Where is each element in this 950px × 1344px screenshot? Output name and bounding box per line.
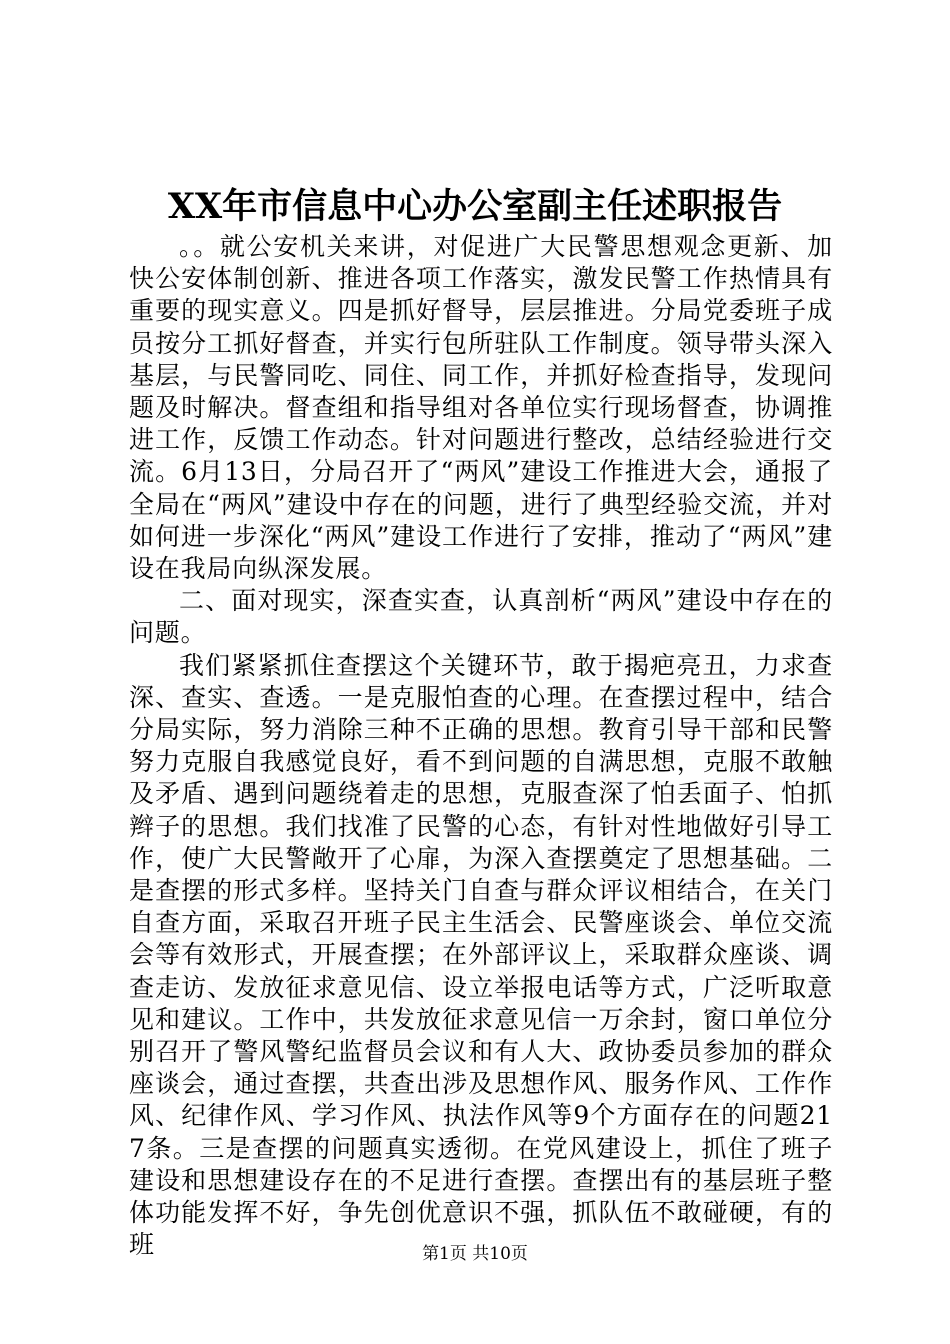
body-paragraph: 我们紧紧抓住查摆这个关键环节，敢于揭疤亮丑，力求查深、查实、查透。一是克服怕查的心理。在查摆过程中，结合分局实际，努力消除三种不正确的思想。教育引导干部和民警努力克服自我感觉良好，看不到问题的自满思想，克服不敢触及矛盾、遇到问题绕着走的思想，克服查深了怕丢面子、怕抓辫子的思想。我们找准了民警的心态，有针对性地做好引导工作，使广大民警敞开了心扉，为深入查摆奠定了思想基础。二是查摆的形式多样。坚持关门自查与群众评议相结合，在关门自查方面，采取召开班子民主生活会、民警座谈会、单位交流会等有效形式，开展查摆；在外部评议上，采取群众座谈、调查走访、发放征求意见信、设立举报电话等方式，广泛听取意见和建议。工作中，共发放征求意见信一万余封，窗口单位分别召开了警风警纪监督员会议和有人大、政协委员参加的群众座谈会，通过查摆，共查出涉及思想作风、服务作风、工作作风、纪律作风、学习作风、执法作风等9个方面存在的问题217条。三是查摆的问题真实透彻。在党风建设上，抓住了班子建设和思想建设存在的不足进行查摆。查摆出有的基层班子整体功能发挥不好，争先创优意识不强，抓队伍不敢碰硬，有的班 [129, 650, 833, 1260]
document-title: XX年市信息中心办公室副主任述职报告 [167, 186, 783, 227]
page-number-footer: 第1页 共10页 [422, 1244, 528, 1264]
body-paragraph: 二、面对现实，深查实查，认真剖析“两风”建设中存在的问题。 [129, 586, 833, 648]
body-paragraph: 。。就公安机关来讲，对促进广大民警思想观念更新、加快公安体制创新、推进各项工作落实，激发民警工作热情具有重要的现实意义。四是抓好督导，层层推进。分局党委班子成员按分工抓好督查，并实行包所驻队工作制度。领导带头深入基层，与民警同吃、同住、同工作，并抓好检查指导，发现问题及时解决。督查组和指导组对各单位实行现场督查，协调推进工作，反馈工作动态。针对问题进行整改，总结经验进行交流。6月13日，分局召开了“两风”建设工作推进大会，通报了全局在“两风”建设中存在的问题，进行了典型经验交流，并对如何进一步深化“两风”建设工作进行了安排，推动了“两风”建设在我局向纵深发展。 [129, 232, 833, 584]
document-body [129, 231, 833, 1262]
